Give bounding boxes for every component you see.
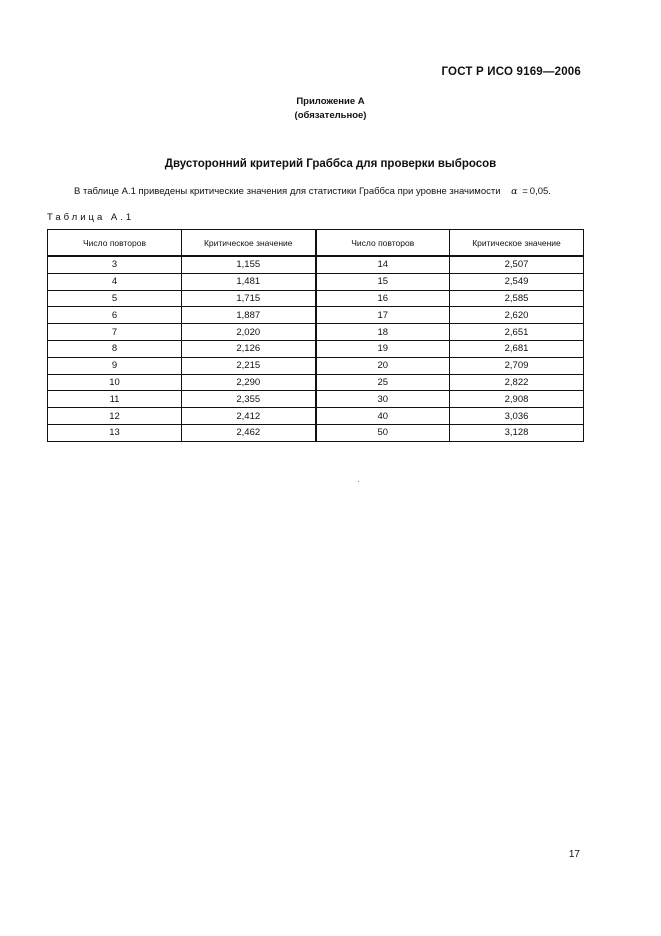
cell-critical-value: 2,651 (450, 324, 584, 341)
significance-value: 0,05 (529, 186, 549, 197)
cell-critical-value: 2,412 (182, 408, 316, 425)
table-row (48, 273, 584, 290)
intro-end: . (548, 186, 551, 197)
cell-critical-value: 2,215 (182, 357, 316, 374)
cell-repeats: 18 (316, 324, 450, 341)
cell-critical-value: 3,036 (450, 408, 584, 425)
cell-critical-value: 2,355 (182, 391, 316, 408)
cell-repeats: 20 (316, 357, 450, 374)
table-row (48, 290, 584, 307)
cell-critical-value: 1,481 (182, 273, 316, 290)
cell-critical-value: 2,290 (182, 374, 316, 391)
page-number: 17 (568, 849, 580, 860)
cell-repeats: 9 (48, 357, 182, 374)
stray-mark (358, 481, 359, 482)
cell-repeats: 8 (48, 340, 182, 357)
cell-repeats: 4 (48, 273, 182, 290)
cell-critical-value: 1,887 (182, 307, 316, 324)
cell-critical-value: 2,507 (450, 256, 584, 273)
cell-repeats: 10 (48, 374, 182, 391)
cell-repeats: 15 (316, 273, 450, 290)
cell-critical-value: 1,155 (182, 256, 316, 273)
cell-repeats: 30 (316, 391, 450, 408)
cell-critical-value: 2,681 (450, 340, 584, 357)
annex-status: (обязательное) (294, 110, 367, 121)
cell-repeats: 3 (48, 256, 182, 273)
table-row (48, 408, 584, 425)
cell-repeats: 14 (316, 256, 450, 273)
intro-paragraph (74, 186, 551, 197)
section-title: Двусторонний критерий Граббса для проверки выбросов (164, 158, 497, 170)
cell-critical-value: 2,822 (450, 374, 584, 391)
cell-repeats: 19 (316, 340, 450, 357)
cell-repeats: 25 (316, 374, 450, 391)
cell-repeats: 11 (48, 391, 182, 408)
cell-repeats: 6 (48, 307, 182, 324)
cell-repeats: 5 (48, 290, 182, 307)
cell-critical-value: 1,715 (182, 290, 316, 307)
alpha-symbol: α (511, 186, 518, 197)
cell-critical-value: 2,549 (450, 273, 584, 290)
annex-heading (0, 95, 661, 123)
table-row (48, 424, 584, 441)
cell-critical-value: 2,585 (450, 290, 584, 307)
table-row (48, 324, 584, 341)
header-repeats-right: Число повторов (316, 230, 450, 257)
cell-critical-value: 2,620 (450, 307, 584, 324)
grubbs-critical-values-table (47, 229, 584, 442)
header-repeats-left: Число повторов (48, 230, 182, 257)
table-row (48, 374, 584, 391)
table-row (48, 357, 584, 374)
cell-repeats: 13 (48, 424, 182, 441)
table-row (48, 307, 584, 324)
annex-title: Приложение А (296, 96, 365, 107)
header-critical-right: Критическое значение (450, 230, 584, 257)
cell-critical-value: 2,709 (450, 357, 584, 374)
cell-repeats: 17 (316, 307, 450, 324)
standard-code: ГОСТ Р ИСО 9169—2006 (441, 66, 581, 78)
cell-repeats: 16 (316, 290, 450, 307)
cell-repeats: 7 (48, 324, 182, 341)
header-critical-left: Критическое значение (182, 230, 316, 257)
table-row (48, 256, 584, 273)
cell-repeats: 40 (316, 408, 450, 425)
table-caption: Таблица А.1 (47, 212, 135, 223)
cell-critical-value: 2,908 (450, 391, 584, 408)
table-row (48, 340, 584, 357)
cell-repeats: 50 (316, 424, 450, 441)
cell-critical-value: 2,462 (182, 424, 316, 441)
equals-sign: = (522, 186, 528, 197)
cell-critical-value: 3,128 (450, 424, 584, 441)
table-row (48, 391, 584, 408)
table-header-row (48, 230, 584, 257)
cell-repeats: 12 (48, 408, 182, 425)
table-body (48, 256, 584, 441)
cell-critical-value: 2,020 (182, 324, 316, 341)
cell-critical-value: 2,126 (182, 340, 316, 357)
intro-text: В таблице А.1 приведены критические значения для статистики Граббса при уровне значимости (74, 186, 501, 197)
